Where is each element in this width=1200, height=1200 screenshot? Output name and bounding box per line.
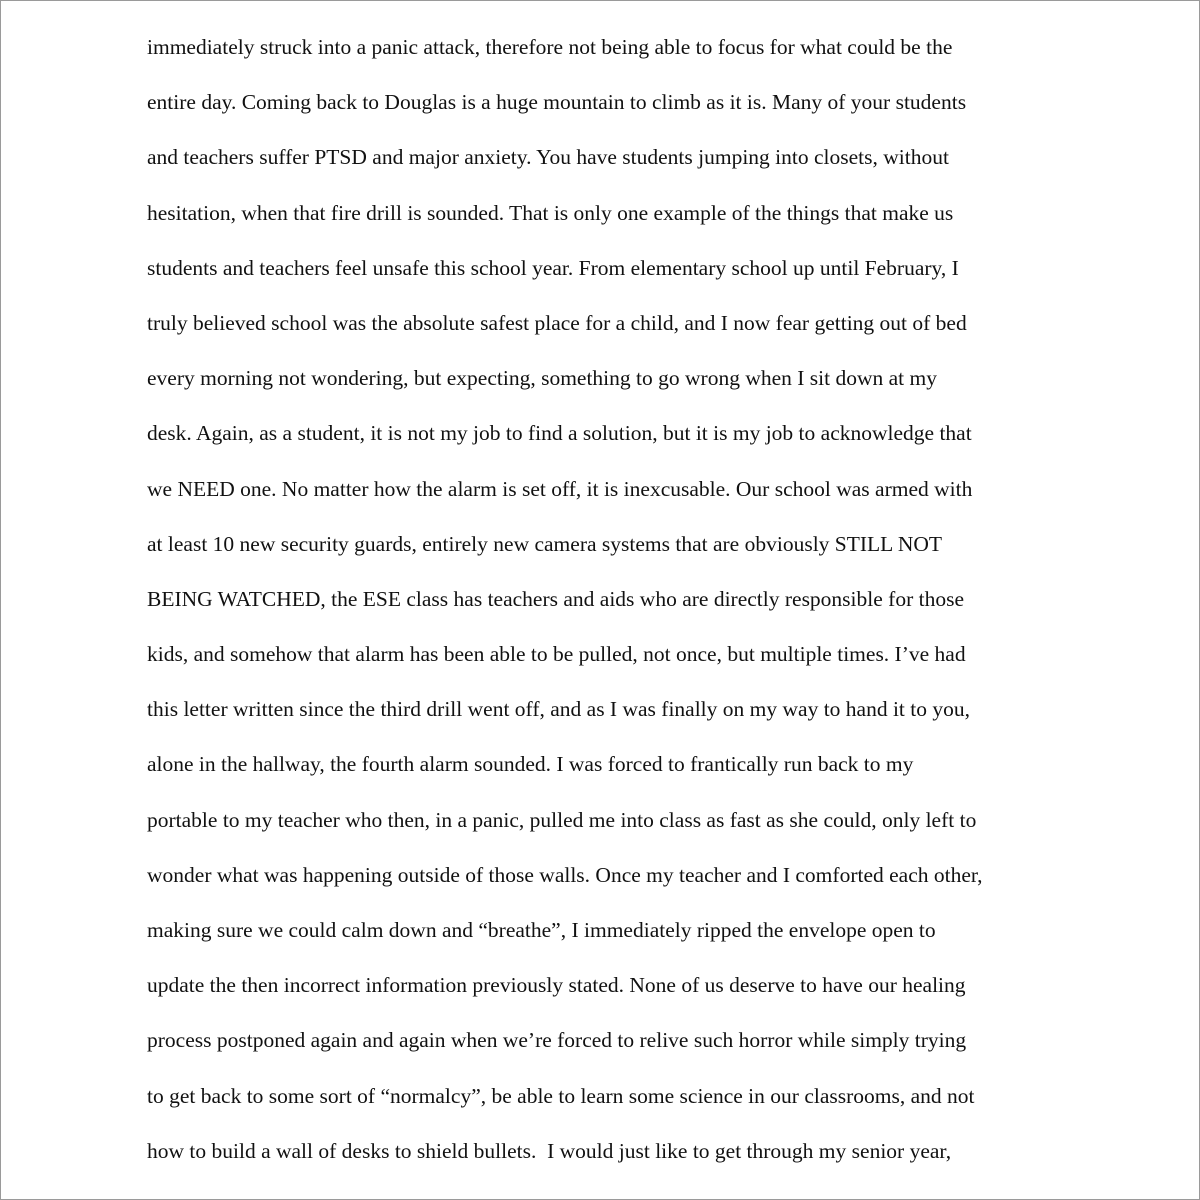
text-line: entire day. Coming back to Douglas is a huge mountain to climb as it is. Many of your students: [147, 90, 967, 115]
text-line: kids, and somehow that alarm has been able to be pulled, not once, but multiple times. I’ve had: [147, 642, 966, 667]
text-line: this letter written since the third drill went off, and as I was finally on my way to hand it to you,: [147, 697, 971, 722]
text-line: desk. Again, as a student, it is not my job to find a solution, but it is my job to acknowledge that: [147, 421, 972, 446]
text-line: students and teachers feel unsafe this school year. From elementary school up until February, I: [147, 255, 959, 280]
text-line: every morning not wondering, but expecting, something to go wrong when I sit down at my: [147, 366, 937, 391]
text-line: wonder what was happening outside of those walls. Once my teacher and I comforted each other,: [147, 862, 983, 887]
text-line: portable to my teacher who then, in a panic, pulled me into class as fast as she could, only left to: [147, 807, 977, 832]
text-line: BEING WATCHED, the ESE class has teachers and aids who are directly responsible for those: [147, 586, 964, 611]
text-line: and teachers suffer PTSD and major anxiety. You have students jumping into closets, without: [147, 145, 949, 170]
text-line: making sure we could calm down and “breathe”, I immediately ripped the envelope open to: [147, 918, 936, 942]
text-line: truly believed school was the absolute safest place for a child, and I now fear getting out of bed: [147, 310, 967, 335]
text-line: alone in the hallway, the fourth alarm sounded. I was forced to frantically run back to my: [147, 752, 914, 777]
text-line: hesitation, when that fire drill is sounded. That is only one example of the things that make us: [147, 200, 954, 225]
letter-body: [147, 28, 1107, 1187]
text-line: process postponed again and again when we’re forced to relive such horror while simply trying: [147, 1028, 967, 1053]
text-line: to get back to some sort of “normalcy”, be able to learn some science in our classrooms, and not: [147, 1083, 975, 1108]
text-line: we NEED one. No matter how the alarm is set off, it is inexcusable. Our school was armed with: [147, 476, 973, 501]
text-line: at least 10 new security guards, entirely new camera systems that are obviously STILL NOT: [147, 531, 943, 556]
text-line: immediately struck into a panic attack, therefore not being able to focus for what could be the: [147, 35, 953, 59]
text-line: how to build a wall of desks to shield bullets. I would just like to get through my senior year,: [147, 1138, 952, 1163]
text-line: update the then incorrect information previously stated. None of us deserve to have our healing: [147, 973, 966, 998]
